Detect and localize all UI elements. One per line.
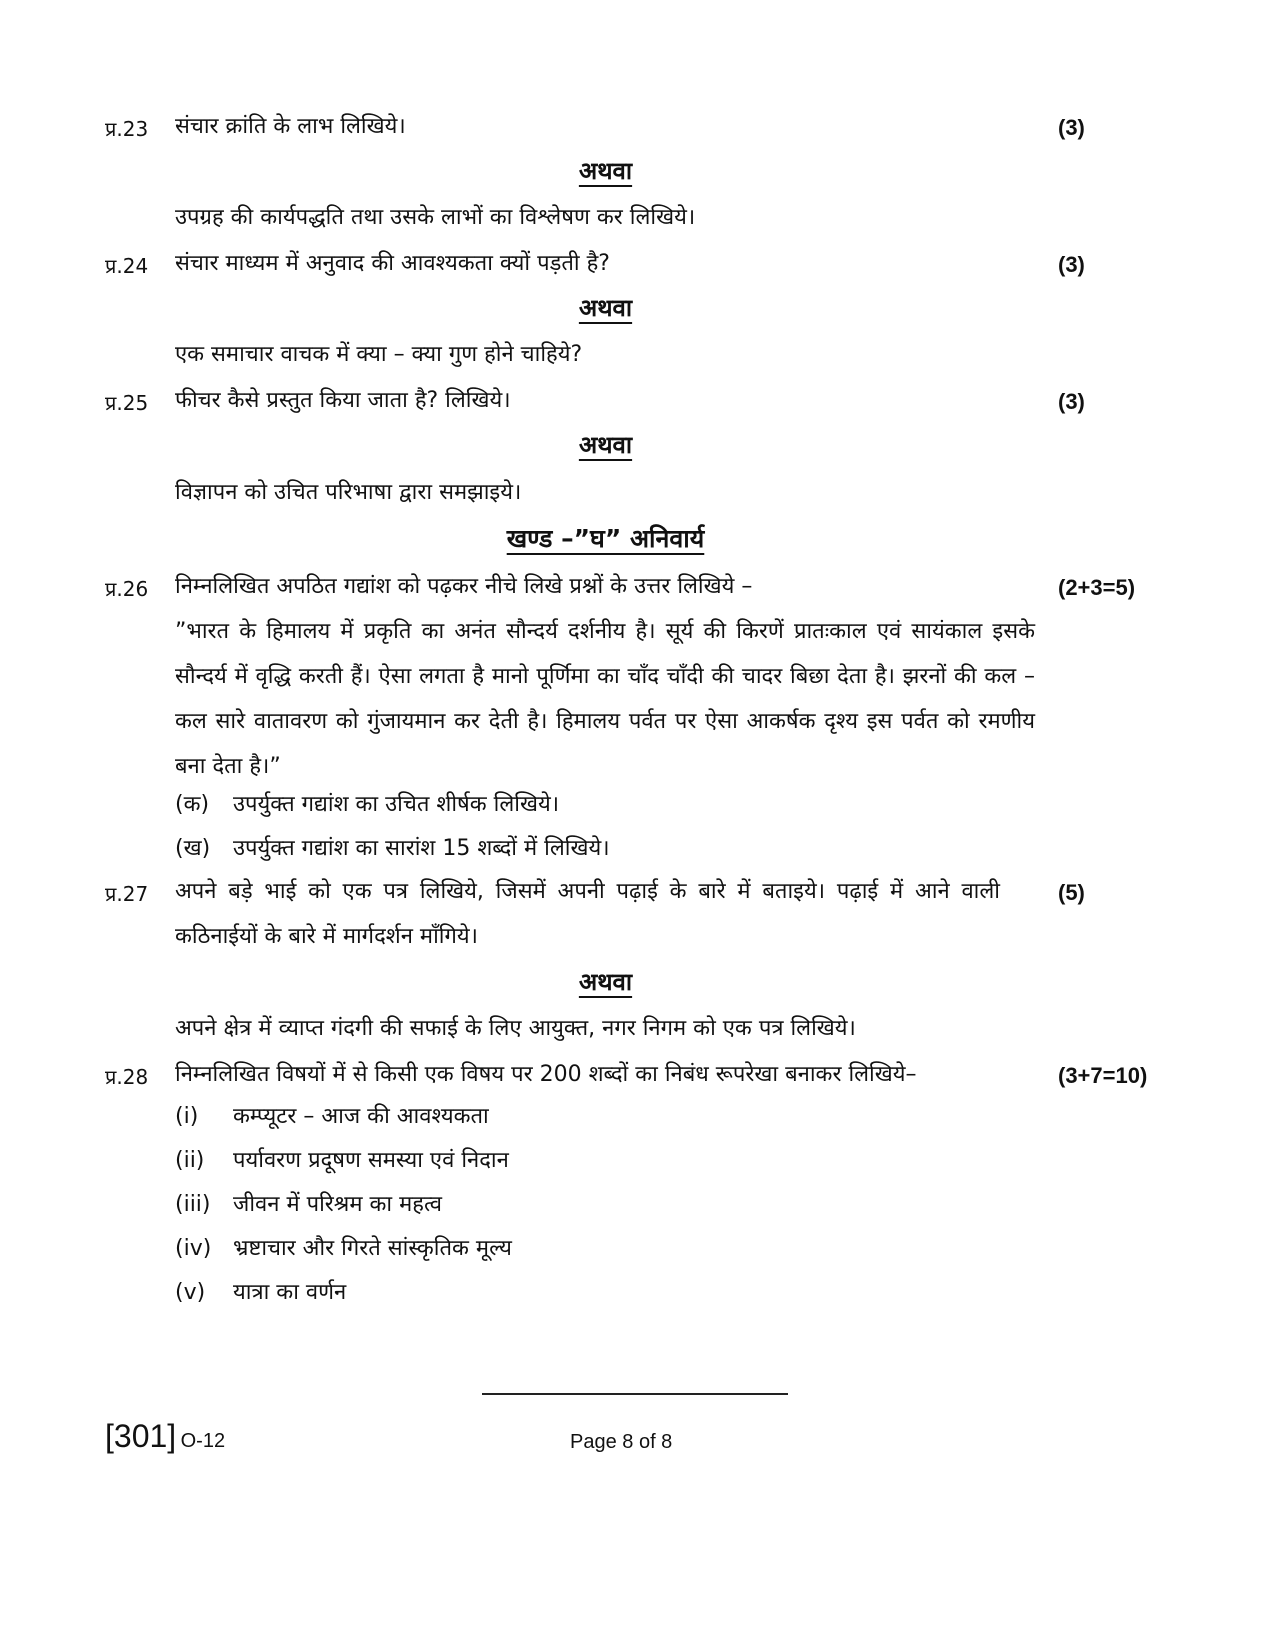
essay-option-text: यात्रा का वर्णन [233, 1280, 347, 1305]
question-24-marks: (3) [1058, 252, 1085, 277]
sub-question-label: (क) [175, 792, 210, 817]
section-heading: खण्ड –”घ” अनिवार्य [506, 524, 705, 553]
question-25-text: फीचर कैसे प्रस्तुत किया जाता है? लिखिये। [175, 388, 511, 413]
essay-option-label: (i) [175, 1104, 199, 1129]
essay-option-label: (iii) [175, 1192, 211, 1217]
question-number-25: प्र.25 [105, 391, 149, 415]
question-28-text: निम्नलिखित विषयों में से किसी एक विषय पर 200 शब्दों का निबंध रूपरेखा बनाकर लिखिये– [175, 1062, 917, 1087]
or-heading-23: अथवा [578, 157, 633, 185]
sub-question-text: उपर्युक्त गद्यांश का उचित शीर्षक लिखिये। [233, 792, 560, 817]
question-23-marks: (3) [1058, 115, 1085, 140]
or-heading-25: अथवा [578, 431, 633, 459]
essay-option-label: (v) [175, 1280, 206, 1305]
sub-question-text: उपर्युक्त गद्यांश का सारांश 15 शब्दों में लिखिये। [233, 836, 610, 861]
paper-code [105, 1418, 225, 1455]
question-number-24: प्र.24 [105, 254, 149, 278]
question-27-text: अपने बड़े भाई को एक पत्र लिखिये, जिसमें अपनी पढ़ाई के बारे में बताइये। पढ़ाई में आने वाली कठिनाईयों के बारे में मार्गदर्शन माँगिये। [175, 879, 1000, 949]
essay-option-text: कम्प्यूटर – आज की आवश्यकता [233, 1104, 489, 1129]
essay-option-label: (iv) [175, 1236, 212, 1261]
question-number-27: प्र.27 [105, 882, 149, 906]
page-number: Page 8 of 8 [570, 1431, 673, 1453]
question-27-marks: (5) [1058, 880, 1085, 905]
essay-option-label: (ii) [175, 1148, 205, 1173]
question-25-marks: (3) [1058, 389, 1085, 414]
question-number-28: प्र.28 [105, 1065, 149, 1089]
question-number-26: प्र.26 [105, 577, 149, 601]
question-24-text: संचार माध्यम में अनुवाद की आवश्यकता क्यों पड़ती है? [175, 251, 610, 276]
question-26-marks: (2+3=5) [1058, 575, 1136, 600]
question-23-alternative: उपग्रह की कार्यपद्धति तथा उसके लाभों का विश्लेषण कर लिखिये। [175, 205, 696, 230]
question-24-alternative: एक समाचार वाचक में क्या – क्या गुण होने चाहिये? [175, 342, 583, 367]
or-heading-27: अथवा [578, 968, 633, 996]
sub-question-label: (ख) [175, 836, 211, 861]
question-28-marks: (3+7=10) [1058, 1063, 1148, 1088]
paper-code-main: [301] [105, 1418, 177, 1454]
question-number-23: प्र.23 [105, 117, 149, 141]
essay-option-text: भ्रष्टाचार और गिरते सांस्कृतिक मूल्य [233, 1236, 512, 1261]
question-26-text: निम्नलिखित अपठित गद्यांश को पढ़कर नीचे लिखे प्रश्नों के उत्तर लिखिये – [175, 574, 753, 599]
end-divider [482, 1393, 788, 1395]
or-heading-24: अथवा [578, 294, 633, 322]
essay-option-text: पर्यावरण प्रदूषण समस्या एवं निदान [233, 1148, 509, 1173]
question-23-text: संचार क्रांति के लाभ लिखिये। [175, 114, 406, 139]
essay-option-text: जीवन में परिश्रम का महत्व [233, 1192, 443, 1217]
paper-code-sub: O-12 [180, 1430, 226, 1452]
unseen-passage: ”भारत के हिमालय में प्रकृति का अनंत सौन्दर्य दर्शनीय है। सूर्य की किरणें प्रातःकाल एवं सायंकाल इसके सौन्दर्य में वृद्धि करती हैं। ऐसा लगता है मानो पूर्णिमा का चाँद चाँदी की चादर बिछा देता है। झरनों की कल – कल सारे वातावरण को गुंजायमान कर देती है। हिमालय पर्वत पर ऐसा आकर्षक दृश्य इस पर्वत को रमणीय बना देता है।” [175, 619, 1035, 779]
question-25-alternative: विज्ञापन को उचित परिभाषा द्वारा समझाइये। [175, 480, 522, 505]
question-27-alternative: अपने क्षेत्र में व्याप्त गंदगी की सफाई के लिए आयुक्त, नगर निगम को एक पत्र लिखिये। [175, 1016, 856, 1041]
